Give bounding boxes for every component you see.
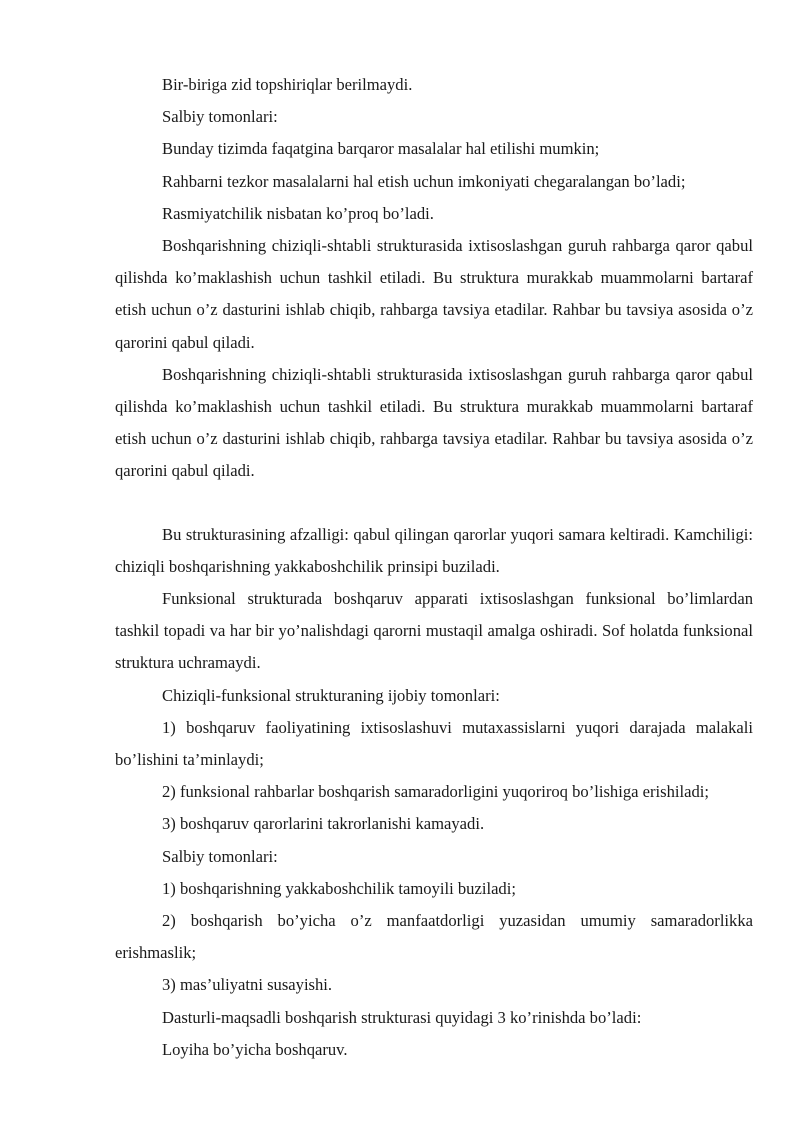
document-body — [115, 69, 753, 1066]
paragraph: Bir-biriga zid topshiriqlar berilmaydi. — [162, 75, 413, 94]
paragraph: Chiziqli-funksional strukturaning ijobiy tomonlari: — [162, 685, 500, 705]
paragraph: Rahbarni tezkor masalalarni hal etish uchun imkoniyati chegaralangan bo’ladi; — [162, 171, 686, 191]
paragraph: 1) boshqarishning yakkaboshchilik tamoyili buziladi; — [162, 878, 516, 898]
paragraph: Bu strukturasining afzalligi: qabul qilingan qarorlar yuqori samara keltiradi. Kamchiligi: chiziqli boshqarishning yakkaboshchilik prinsipi buziladi. — [115, 524, 753, 576]
paragraph: 1) boshqaruv faoliyatining ixtisoslashuvi mutaxassislarni yuqori darajada malakali bo’lishini ta’minlaydi; — [115, 717, 753, 770]
paragraph: Rasmiyatchilik nisbatan ko’proq bo’ladi. — [162, 203, 434, 223]
paragraph: Dasturli-maqsadli boshqarish strukturasi quyidagi 3 ko’rinishda bo’ladi: — [162, 1007, 642, 1027]
paragraph: Salbiy tomonlari: — [162, 107, 278, 127]
paragraph: 2) funksional rahbarlar boshqarish samaradorligini yuqoriroq bo’lishiga erishiladi; — [162, 782, 710, 802]
paragraph: Loyiha bo’yicha boshqaruv. — [162, 1039, 348, 1059]
paragraph: Bunday tizimda faqatgina barqaror masalalar hal etilishi mumkin; — [162, 139, 600, 159]
paragraph: 2) boshqarish bo’yicha o’z manfaatdorligi yuzasidan umumiy samaradorlikka erishmaslik; — [115, 911, 753, 963]
paragraph: Boshqarishning chiziqli-shtabli strukturasida ixtisoslashgan guruh rahbarga qaror qabul qilishda ko’maklashish uchun tashkil etiladi. Bu struktura murakkab muammolarni bartaraf etish uchun o’z dasturini ishlab chiqib, rahbarga tavsiya etadilar. Rahbar bu tavsiya asosida o’z qarorini qabul qiladi. — [115, 236, 753, 352]
paragraph: 3) mas’uliyatni susayishi. — [162, 975, 333, 995]
paragraph: Salbiy tomonlari: — [162, 846, 278, 866]
paragraph: 3) boshqaruv qarorlarini takrorlanishi kamayadi. — [162, 814, 485, 834]
paragraph: Funksional strukturada boshqaruv apparati ixtisoslashgan funksional bo’limlardan tashkil topadi va har bir yo’nalishdagi qarorni mustaqil amalga oshiradi. Sof holatda funksional struktura uchramaydi. — [115, 589, 753, 673]
paragraph: Boshqarishning chiziqli-shtabli strukturasida ixtisoslashgan guruh rahbarga qaror qabul qilishda ko’maklashish uchun tashkil etiladi. Bu struktura murakkab muammolarni bartaraf etish uchun o’z dasturini ishlab chiqib, rahbarga tavsiya etadilar. Rahbar bu tavsiya asosida o’z qarorini qabul qiladi. — [115, 364, 753, 481]
